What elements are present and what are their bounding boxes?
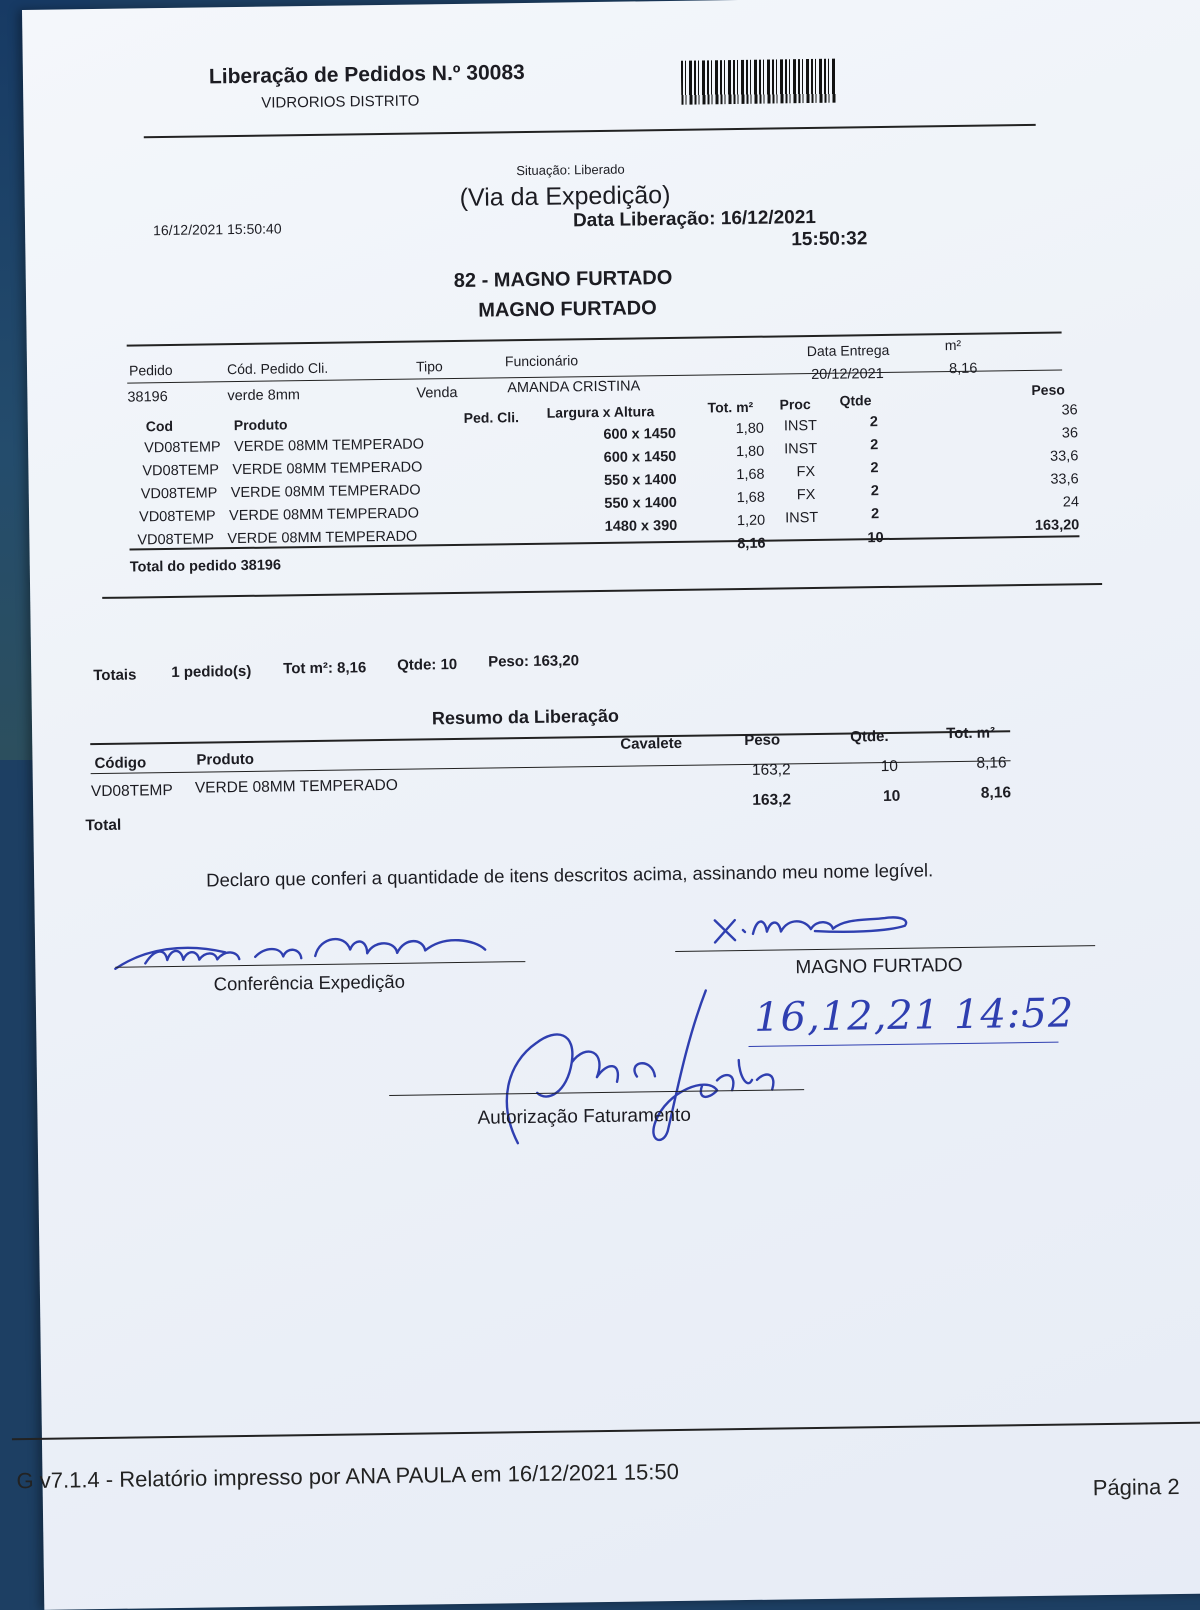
col-header-m2: m² [944,336,962,354]
order-m2: 8,16 [948,360,978,378]
item-qtde: 2 [871,506,880,523]
order-data-entrega: 20/12/2021 [811,366,884,384]
item-proc: INST [785,509,819,527]
item-dims: 550 x 1400 [603,471,677,489]
col-header-proc: Proc [779,396,811,413]
item-produto: VERDE 08MM TEMPERADO [234,436,425,456]
resumo-peso: 163,2 [751,761,791,779]
handwritten-date: 16,12,21 14:52 [753,990,1075,1041]
item-cod: VD08TEMP [142,462,220,480]
col-header-qtde: Qtde [839,392,872,409]
resumo-header-qtde: Qtde. [850,727,889,746]
client-code-name: 82 - MAGNO FURTADO [453,266,673,292]
item-qtde: 2 [869,414,879,431]
resumo-produto: VERDE 08MM TEMPERADO [194,776,398,797]
item-tot-m2: 1,20 [736,512,766,530]
item-qtde: 2 [870,483,879,500]
order-cod-pedido-cli: verde 8mm [227,387,301,405]
divider [102,583,1102,599]
col-header-funcionario: Funcionário [504,352,579,370]
conferencia-expedicao-label: Conferência Expedição [213,970,406,995]
item-cod: VD08TEMP [144,439,221,457]
item-qtde: 2 [870,460,879,477]
item-dims: 600 x 1450 [603,425,677,443]
col-header-pedido: Pedido [128,361,173,379]
totals-label: Totais [93,666,137,685]
item-produto: VERDE 08MM TEMPERADO [228,505,420,525]
data-liberacao-time: 15:50:32 [791,228,868,251]
item-peso: 36 [1061,402,1078,419]
item-produto: VERDE 08MM TEMPERADO [232,459,423,479]
totals-m2: Tot m²: 8,16 [283,659,367,678]
col-header-tipo: Tipo [415,358,443,375]
divider [127,332,1062,347]
footer-printed-by: G v7.1.4 - Relatório impresso por ANA PAULA em 16/12/2021 15:50 [16,1458,680,1494]
col-header-dims: Largura x Altura [546,403,655,421]
order-tipo: Venda [416,384,458,402]
signature-conferencia [105,913,526,979]
autorizacao-faturamento-label: Autorização Faturamento [477,1104,691,1129]
item-peso: 33,6 [1049,448,1079,465]
col-header-produto: Produto [233,416,288,434]
item-tot-m2: 1,80 [735,420,765,438]
order-total-m2: 8,16 [737,535,766,553]
document-page [16,0,1200,1610]
item-tot-m2: 1,80 [735,443,765,461]
print-datetime: 16/12/2021 15:50:40 [152,220,282,239]
via-label: (Via da Expedição) [459,180,671,212]
item-tot-m2: 1,68 [736,489,765,507]
item-proc: INST [784,440,818,458]
barcode [681,59,837,105]
order-total-qtde: 10 [867,530,884,547]
item-produto: VERDE 08MM TEMPERADO [227,528,418,548]
client-name: MAGNO FURTADO [478,297,657,322]
item-cod: VD08TEMP [138,508,216,526]
resumo-qtde: 10 [880,757,899,776]
item-proc: FX [796,463,816,481]
item-qtde: 2 [870,437,879,454]
resumo-codigo: VD08TEMP [90,781,173,801]
resumo-header-produto: Produto [196,750,255,769]
item-produto: VERDE 08MM TEMPERADO [230,482,421,502]
signature-cliente [695,897,936,950]
col-header-tot-m2: Tot. m² [707,398,754,416]
totals-pedidos: 1 pedido(s) [171,662,252,681]
col-header-peso: Peso [1031,381,1065,398]
order-total-peso: 163,20 [1034,517,1080,534]
col-header-data-entrega: Data Entrega [806,341,890,360]
resumo-header-peso: Peso [744,731,781,749]
resumo-header-codigo: Código [94,754,147,773]
order-total-label: Total do pedido 38196 [129,557,282,576]
col-header-ped-cli: Ped. Cli. [463,409,520,426]
resumo-title: Resumo da Liberação [431,705,620,729]
cliente-signature-label: MAGNO FURTADO [795,954,963,979]
resumo-header-tot-m2: Tot. m² [946,724,996,743]
resumo-total-peso: 163,2 [752,791,792,809]
item-proc: FX [796,486,816,504]
col-header-cod-pedido-cli: Cód. Pedido Cli. [226,359,329,378]
resumo-header-cavalete: Cavalete [620,734,683,753]
item-cod: VD08TEMP [137,531,215,549]
col-header-cod: Cod [145,417,174,435]
document-title: Liberação de Pedidos N.º 30083 [208,60,525,89]
page-number: Página 2 [1092,1473,1180,1501]
item-peso: 33,6 [1050,471,1079,488]
divider [12,1421,1200,1440]
situacao-status: Situação: Liberado [516,161,625,179]
declaration-text: Declaro que conferi a quantidade de itens descritos acima, assinando meu nome legível. [206,859,934,891]
order-pedido: 38196 [127,389,168,406]
item-dims: 600 x 1450 [603,448,677,466]
resumo-total-label: Total [85,816,122,835]
resumo-total-tot-m2: 8,16 [980,784,1012,802]
item-cod: VD08TEMP [140,485,218,503]
item-peso: 24 [1062,494,1080,511]
order-funcionario: AMANDA CRISTINA [507,378,641,397]
resumo-tot-m2: 8,16 [976,754,1007,772]
item-dims: 550 x 1400 [604,494,678,512]
data-liberacao: Data Liberação: 16/12/2021 [572,206,817,232]
totals-qtde: Qtde: 10 [397,655,458,674]
resumo-total-qtde: 10 [882,787,901,806]
divider [144,124,1036,138]
totals-peso: Peso: 163,20 [488,652,580,671]
company-name: VIDRORIOS DISTRITO [261,92,420,112]
item-tot-m2: 1,68 [736,466,765,484]
item-peso: 36 [1061,425,1079,442]
item-proc: INST [783,417,818,435]
item-dims: 1480 x 390 [604,517,678,535]
